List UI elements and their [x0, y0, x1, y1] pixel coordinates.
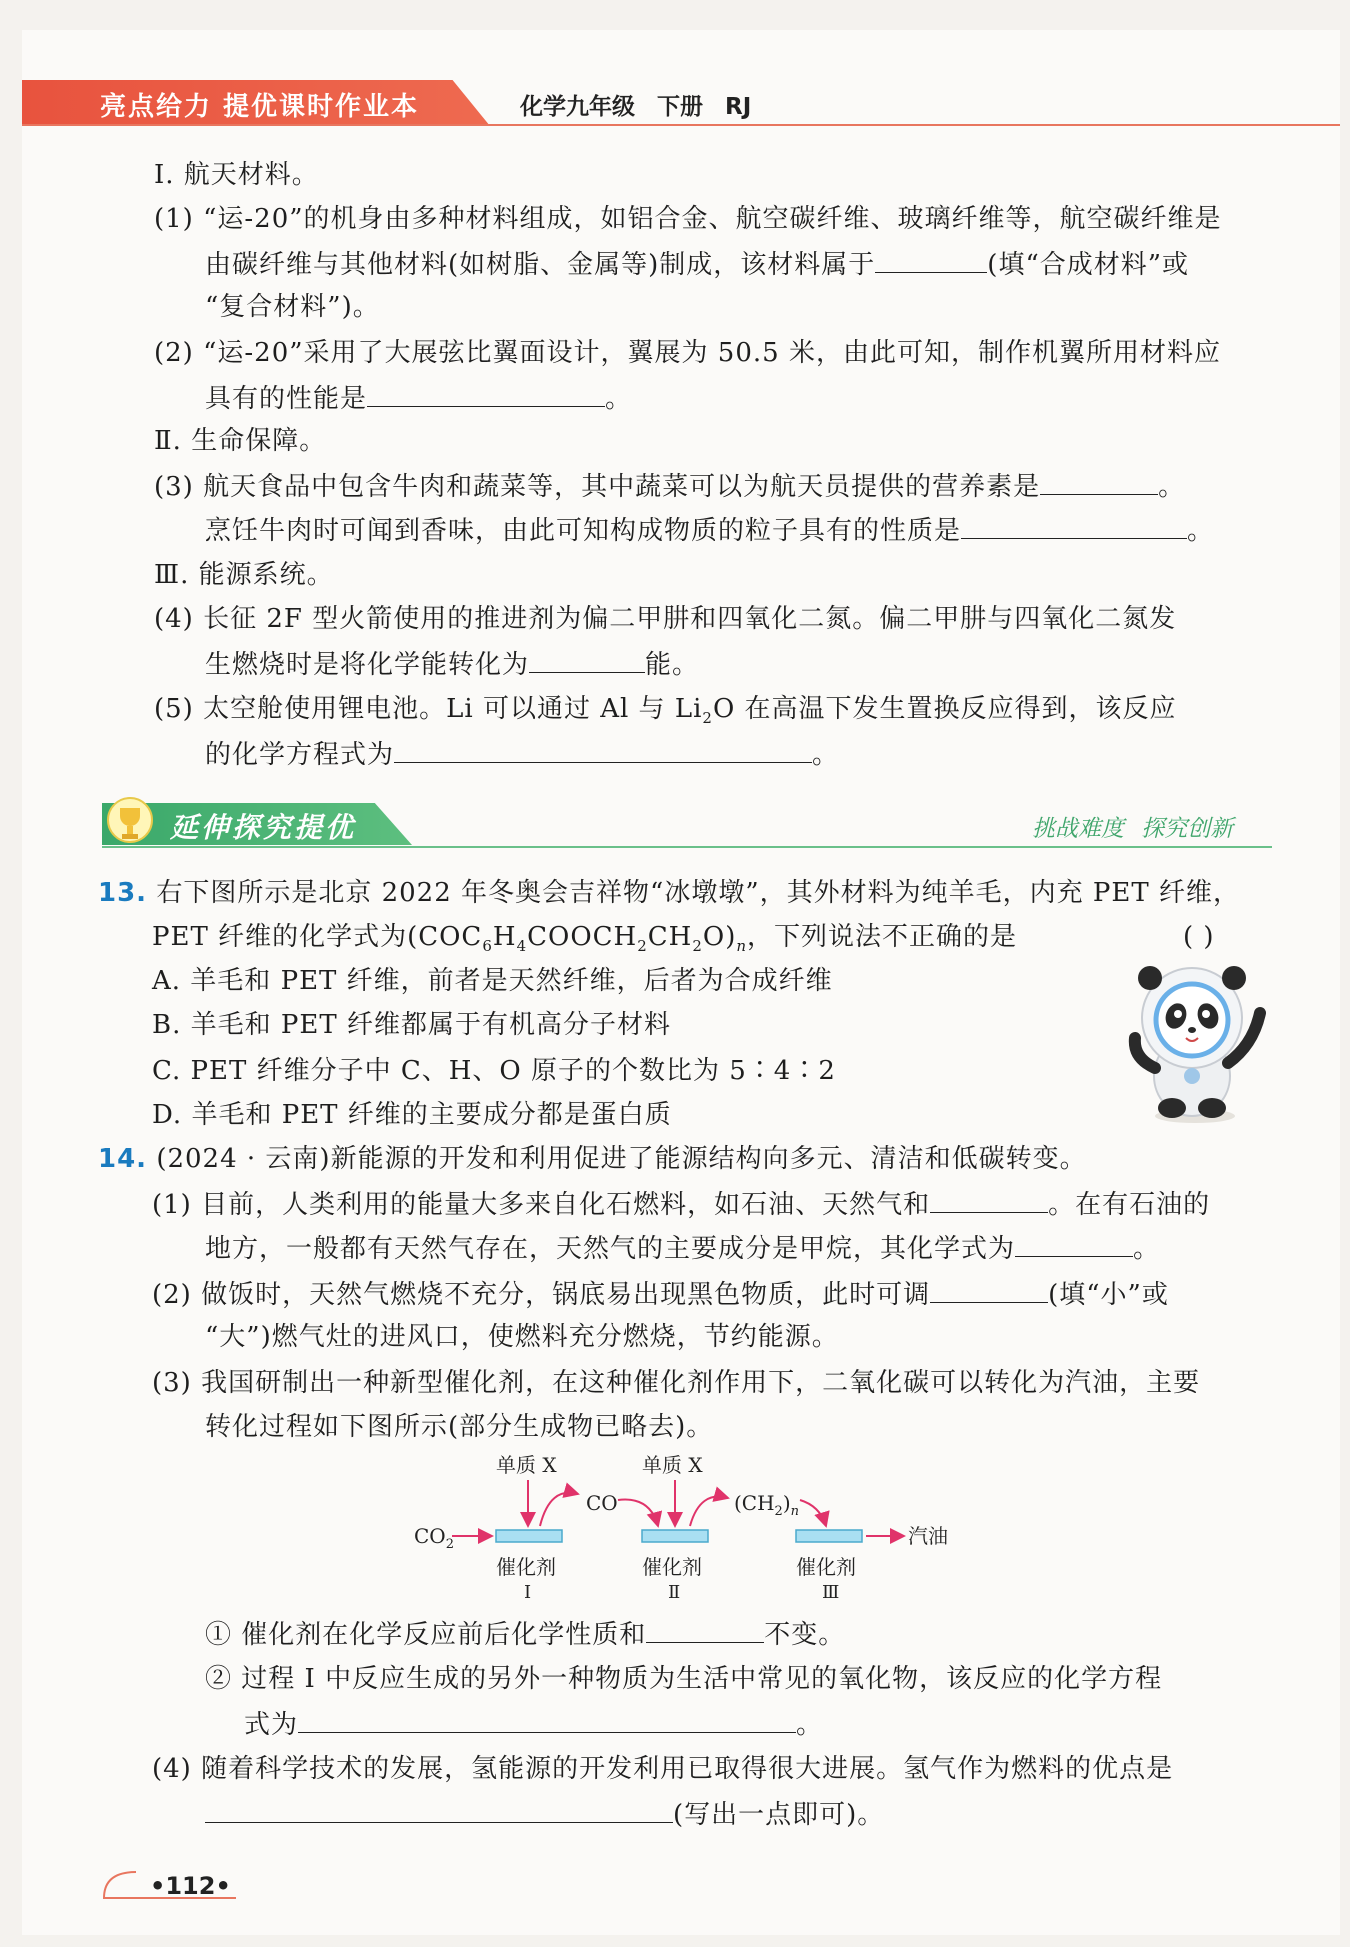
- q13-option-b: B. 羊毛和 PET 纤维都属于有机高分子材料: [152, 1010, 671, 1040]
- section-title: 延伸探究提优: [170, 811, 357, 844]
- q5-line2: 的化学方程式为 。: [205, 736, 839, 772]
- q14-p1-answer-blank-2[interactable]: [1015, 1230, 1133, 1257]
- q2-answer-blank[interactable]: [367, 380, 605, 407]
- arrow-ch2n-in: [800, 1500, 826, 1526]
- q3-answer-blank-1[interactable]: [1040, 468, 1158, 495]
- q3-line1: (3) 航天食品中包含牛肉和蔬菜等，其中蔬菜可以为航天员提供的营养素是 。: [154, 468, 1185, 504]
- q13-line1: 13. 右下图所示是北京 2022 年冬奥会吉祥物“冰墩墩”，其外材料为纯羊毛，内充 PET 纤维，: [98, 878, 1240, 908]
- q14-part3-line1: (3) 我国研制出一种新型催化剂，在这种催化剂作用下，二氧化碳可以转化为汽油，主要: [152, 1368, 1201, 1398]
- catalyst-1-bar: [496, 1530, 562, 1542]
- q13-option-a: A. 羊毛和 PET 纤维，前者是天然纤维，后者为合成纤维: [152, 966, 833, 996]
- gasoline-label: 汽油: [908, 1524, 948, 1548]
- q5-answer-blank[interactable]: [394, 736, 812, 763]
- heading-energy-system: Ⅲ. 能源系统。: [154, 560, 334, 590]
- q14-sub2-line1: ② 过程 Ⅰ 中反应生成的另外一种物质为生活中常见的氧化物，该反应的化学方程: [205, 1664, 1163, 1694]
- q14-sub2-answer-blank[interactable]: [298, 1706, 796, 1733]
- co2-label: $CO_2$: [414, 1524, 454, 1552]
- q4-line1: (4) 长征 2F 型火箭使用的推进剂为偏二甲肼和四氧化二氮。偏二甲肼与四氧化二氮发: [154, 604, 1177, 634]
- arrow-ch2n-out: [690, 1497, 728, 1526]
- ch2n-label: $(CH_2)_n$: [734, 1491, 800, 1519]
- q13-number: 13.: [98, 878, 148, 908]
- bing-dwen-dwen-mascot-image: [1110, 958, 1280, 1128]
- q14-part4-line2: (写出一点即可)。: [205, 1796, 884, 1832]
- catalyst-process-diagram: [400, 1450, 980, 1610]
- q13-line2: PET 纤维的化学式为$(COC_6H_4COOCH_2CH_2O)_n$，下列说法不正确的是: [152, 922, 1018, 956]
- q13-answer-parentheses[interactable]: ( ): [1183, 922, 1215, 952]
- heading-life-support: Ⅱ. 生命保障。: [154, 426, 327, 456]
- catalyst-2-label: 催化剂: [642, 1555, 702, 1579]
- catalyst-2-bar: [642, 1530, 708, 1542]
- q1-answer-blank[interactable]: [875, 246, 987, 273]
- q14-part2-line1: (2) 做饭时，天然气燃烧不充分，锅底易出现黑色物质，此时可调 (填“小”或: [152, 1276, 1169, 1312]
- co-label: CO: [586, 1491, 618, 1515]
- q13-option-c: C. PET 纤维分子中 C、H、O 原子的个数比为 5∶4∶2: [152, 1056, 836, 1086]
- section-divider: [102, 846, 1272, 848]
- q14-part4-line1: (4) 随着科学技术的发展，氢能源的开发利用已取得很大进展。氢气作为燃料的优点是: [152, 1754, 1174, 1784]
- q14-sub1-line: ① 催化剂在化学反应前后化学性质和 不变。: [205, 1616, 845, 1652]
- q2-line2: 具有的性能是 。: [205, 380, 632, 416]
- q14-line1: 14. (2024 · 云南)新能源的开发和利用促进了能源结构向多元、清洁和低碳转变。: [98, 1144, 1087, 1174]
- q14-part2-line2: “大”)燃气灶的进风口，使燃料充分燃烧，节约能源。: [205, 1322, 839, 1352]
- q13-option-d: D. 羊毛和 PET 纤维的主要成分都是蛋白质: [152, 1100, 672, 1130]
- q14-sub1-answer-blank[interactable]: [646, 1616, 764, 1643]
- book-info: 化学九年级 下册 RJ: [520, 94, 752, 120]
- q14-part1-line2: 地方，一般都有天然气存在，天然气的主要成分是甲烷，其化学式为 。: [205, 1230, 1160, 1266]
- trophy-icon: [102, 796, 162, 852]
- catalyst-1-label: 催化剂: [496, 1555, 556, 1579]
- q5-line1: (5) 太空舱使用锂电池。Li 可以通过 Al 与 $Li_2O$ 在高温下发生置换反应得到，该反应: [154, 694, 1177, 728]
- series-title: 亮点给力 提优课时作业本: [100, 92, 420, 122]
- q1-line1: (1) “运-20”的机身由多种材料组成，如铝合金、航空碳纤维、玻璃纤维等，航空碳纤维是: [154, 204, 1222, 234]
- q3-line2: 烹饪牛肉时可闻到香味，由此可知构成物质的粒子具有的性质是 。: [205, 512, 1214, 548]
- q4-answer-blank[interactable]: [529, 646, 645, 673]
- catalyst-1-numeral: Ⅰ: [524, 1582, 532, 1603]
- q1-line2: 由碳纤维与其他材料(如树脂、金属等)制成，该材料属于 (填“合成材料”或: [205, 246, 1189, 282]
- catalyst-3-numeral: Ⅲ: [822, 1582, 840, 1603]
- q14-p1-answer-blank-1[interactable]: [930, 1186, 1048, 1213]
- header-divider: [22, 124, 1340, 126]
- heading-aerospace-materials: Ⅰ. 航天材料。: [154, 160, 319, 190]
- catalyst-3-label: 催化剂: [796, 1555, 856, 1579]
- page-number: •112•: [150, 1872, 231, 1900]
- element-x-label-2: 单质 X: [642, 1453, 703, 1477]
- q14-p2-answer-blank[interactable]: [930, 1276, 1048, 1303]
- q14-number: 14.: [98, 1144, 148, 1174]
- section-tagline: 挑战难度 探究创新: [1032, 816, 1234, 842]
- q14-part1-line1: (1) 目前，人类利用的能量大多来自化石燃料，如石油、天然气和 。在有石油的: [152, 1186, 1210, 1222]
- arrow-co-out: [540, 1493, 578, 1526]
- q4-line2: 生燃烧时是将化学能转化为 能。: [205, 646, 699, 682]
- catalyst-2-numeral: Ⅱ: [668, 1582, 681, 1603]
- q1-line3: “复合材料”)。: [205, 292, 380, 322]
- arrow-co-in: [618, 1500, 658, 1526]
- catalyst-3-bar: [796, 1530, 862, 1542]
- q3-answer-blank-2[interactable]: [961, 512, 1187, 539]
- q14-part3-line2: 转化过程如下图所示(部分生成物已略去)。: [205, 1412, 714, 1442]
- q14-p4-answer-blank[interactable]: [205, 1796, 673, 1823]
- q2-line1: (2) “运-20”采用了大展弦比翼面设计，翼展为 50.5 米，由此可知，制作机翼所用材料应: [154, 338, 1221, 368]
- element-x-label-1: 单质 X: [496, 1453, 557, 1477]
- q14-sub2-line2: 式为 。: [244, 1706, 823, 1742]
